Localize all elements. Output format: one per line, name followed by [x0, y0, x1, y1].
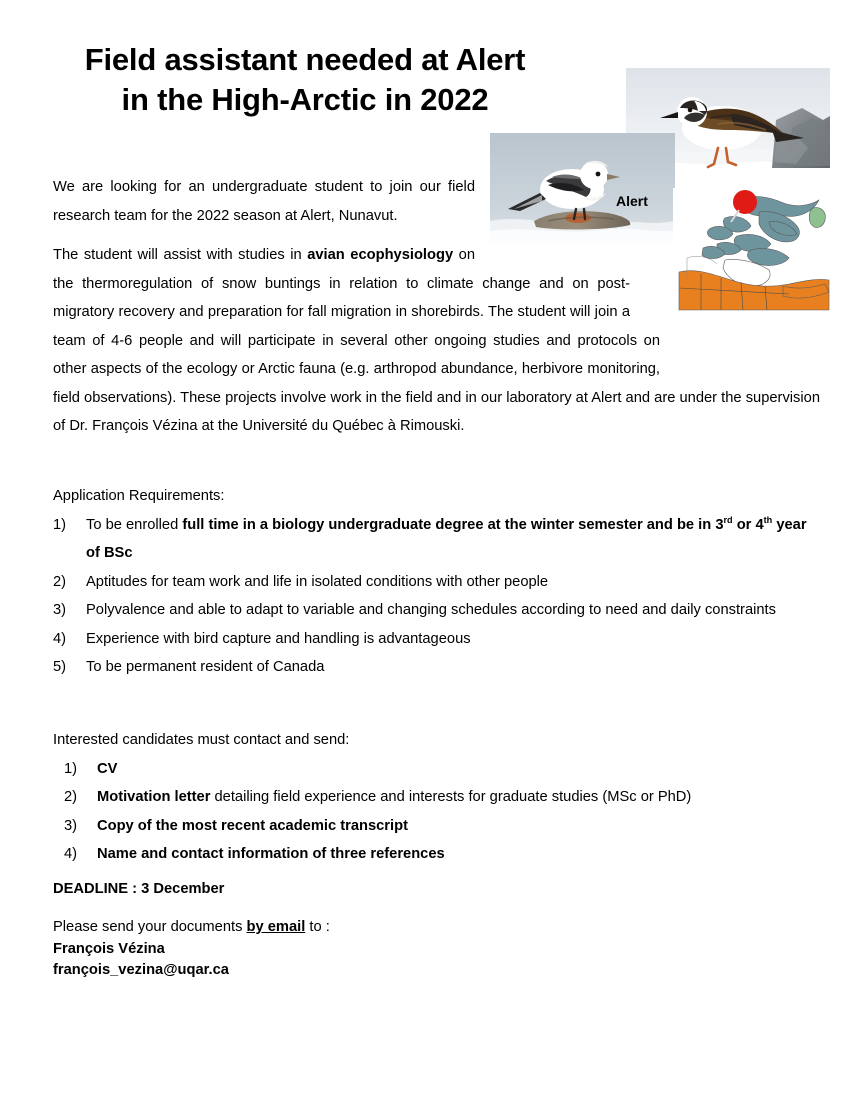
map-label-alert: Alert: [616, 193, 648, 209]
intro-text: [53, 173, 820, 441]
contact-email[interactable]: françois_vezina@uqar.ca: [53, 962, 229, 978]
requirement-item-3: [53, 596, 820, 625]
page-title-line-1: Field assistant needed at Alert: [84, 42, 526, 77]
submission-marker-4: 4): [64, 846, 78, 862]
requirement-text-5: To be permanent resident of Canada: [86, 659, 325, 675]
requirement-item-2: [53, 568, 820, 597]
requirement-marker-1: 1): [53, 516, 67, 533]
requirement-item-4: [53, 625, 820, 654]
requirement-marker-3: 3): [53, 602, 67, 618]
requirement-1-ordinal-1: 3: [715, 516, 724, 533]
requirement-text-1: [86, 514, 807, 562]
intro-p2-emphasis: avian ecophysiology: [307, 247, 454, 263]
contact-instruction-lead: Please send your documents: [53, 919, 247, 935]
contact-instruction-tail: to :: [305, 919, 330, 935]
intro-p2-rest: on the thermoregulation of snow buntings in relation to climate change and on post-migratory recovery and preparation for fall migration in shorebirds. The student will join a team of 4-6 people and will participate in several other ongoing studies and protocols on other aspects of the ecology or Arctic fauna (e.g. arthropod abundance, herbivore monitoring, field observations). These projects involve work in the field and in our laboratory at Alert and are under the supervision of Dr. François Vézina at the Université du Québec à Rimouski.: [53, 247, 820, 434]
deadline-text: DEADLINE : 3 December: [53, 881, 225, 897]
requirements-heading: Application Requirements:: [53, 488, 225, 504]
requirement-1-ordinal-1-suffix: rd: [723, 514, 733, 525]
submission-item-2: [64, 783, 820, 812]
submission-marker-3: 3): [64, 817, 78, 834]
submission-list: [53, 755, 820, 869]
submission-bold-1: CV: [97, 760, 118, 777]
submission-rest-2: detailing field experience and interests for graduate studies (MSc or PhD): [210, 789, 692, 805]
requirement-1-lead: To be enrolled: [86, 516, 183, 533]
intro-p2-lead: The student will assist with studies in: [53, 247, 308, 263]
image-wrap-spacer-top: [475, 173, 820, 245]
page-title-line-2: in the High-Arctic in 2022: [121, 82, 489, 118]
contact-name: François Vézina: [53, 940, 165, 957]
requirement-1-bold-2: year of BSc: [86, 516, 807, 561]
requirements-section: [53, 482, 820, 682]
submission-bold-3: Copy of the most recent academic transcript: [97, 817, 408, 834]
page-title: [0, 40, 610, 121]
intro-paragraph-1: We are looking for an undergraduate student to join our field research team for the 2022 season at Alert, Nunavut.: [53, 179, 475, 224]
submission-marker-1: 1): [64, 760, 78, 777]
requirement-1-ordinal-2-suffix: th: [763, 514, 773, 525]
requirement-text-4: Experience with bird capture and handling is advantageous: [86, 630, 471, 647]
submission-section: [53, 726, 820, 869]
contact-block: [53, 917, 330, 982]
requirement-1-bold-1: full time in a biology undergraduate degree at the winter semester and be in: [182, 516, 716, 533]
submission-heading: Interested candidates must contact and send:: [53, 732, 350, 748]
submission-bold-4: Name and contact information of three references: [97, 846, 445, 862]
requirements-list: [53, 511, 820, 682]
image-wrap-spacer-map: [660, 319, 820, 365]
requirement-marker-4: 4): [53, 630, 67, 647]
submission-marker-2: 2): [64, 789, 78, 805]
submission-bold-2: Motivation letter: [97, 789, 211, 805]
submission-item-1: [64, 755, 820, 784]
requirement-text-3: Polyvalence and able to adapt to variable and changing schedules according to need and daily constraints: [86, 602, 776, 618]
image-wrap-spacer-mid: [630, 245, 820, 319]
requirement-marker-2: 2): [53, 573, 67, 590]
requirement-item-5: [53, 653, 820, 682]
requirement-1-ordinal-2: 4: [755, 516, 764, 533]
submission-item-3: [64, 812, 820, 841]
requirement-1-between: or: [732, 516, 756, 533]
requirement-marker-5: 5): [53, 659, 67, 675]
contact-emphasis-by-email: by email: [246, 919, 306, 935]
requirement-item-1: [53, 511, 820, 568]
contact-instruction: [53, 917, 330, 939]
requirement-text-2: Aptitudes for team work and life in isolated conditions with other people: [86, 573, 549, 590]
submission-item-4: [64, 840, 820, 869]
